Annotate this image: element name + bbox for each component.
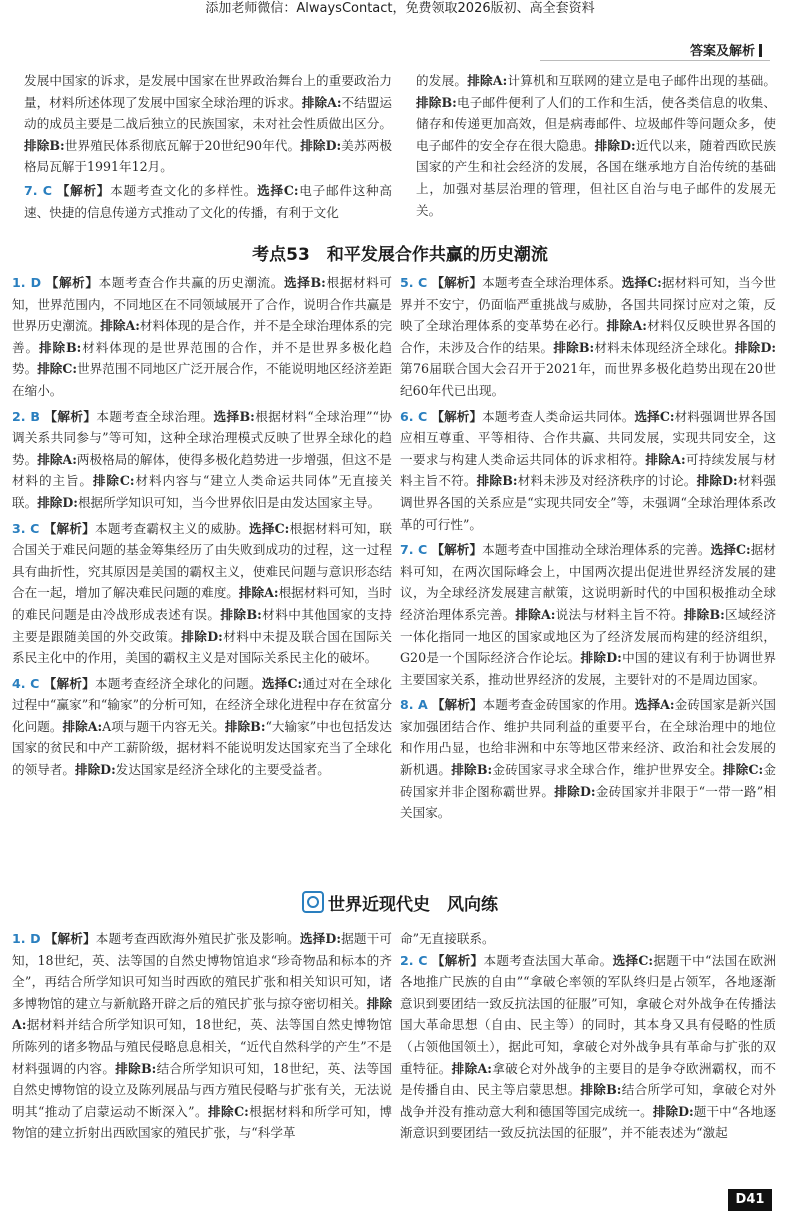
- exclude-label: 排除D:: [734, 339, 777, 355]
- middle-left-column: [12, 272, 392, 781]
- answer-number: 3. C: [12, 520, 40, 536]
- text: 本题考查中国推动全球治理体系的完善。: [482, 542, 711, 558]
- bottom-left-column: [12, 928, 392, 1144]
- text: 根据材料和所学可知，博物馆的建立折射出西欧国家的殖民扩张，与“科学革: [12, 1103, 392, 1141]
- answer-number: 6. C: [400, 408, 428, 424]
- text: 电子邮件这种高速、快捷的信息传递方式推动了文化的传播，有利于文化: [24, 182, 393, 220]
- answer-item: [400, 406, 776, 536]
- exclude-label: 排除C:: [208, 1103, 249, 1119]
- exclude-label: 排除B:: [580, 1082, 622, 1098]
- text: 近代以来，随着西欧民族国家的产生和社会经济的发展，各国在继承地方自治传统的基础上，加强对基层治理的管理，但社区自治与电子邮件的发展无关。: [416, 137, 777, 218]
- exclude-label: 排除D:: [300, 137, 342, 153]
- header-bar: [759, 44, 762, 57]
- answer-number: 5. C: [400, 275, 428, 290]
- answer-item: [400, 694, 776, 824]
- text: 材料强调世界各国应相互尊重、平等相待、合作共赢、共同发展，实现共同安全，这一要求与构建人类命运共同体的诉求相符。: [400, 408, 777, 467]
- text: 本题考查霸权主义的威胁。: [95, 520, 249, 536]
- analysis-tag: 【解析】: [44, 408, 97, 424]
- text: 本题考查全球治理体系。: [482, 275, 622, 290]
- select-label: 选择B:: [213, 408, 255, 424]
- answer-item: [12, 928, 392, 1144]
- exclude-label: 排除C:: [37, 361, 78, 377]
- exclude-label: 排除D:: [580, 650, 622, 666]
- analysis-tag: 【解析】: [56, 182, 111, 198]
- exclude-label: 排除A:: [606, 318, 647, 334]
- exclude-label: 排除D:: [594, 137, 636, 153]
- text: 材料强调世界各国的关系应是“实现共同安全”等，未强调“全球治理体系改革的可行性”。: [400, 473, 777, 532]
- bottom-right-column: [400, 928, 776, 1144]
- answer-number: 1. D: [12, 275, 42, 290]
- top-right-paragraph: [416, 70, 776, 221]
- text: 通过对在全球化过程中“赢家”和“输家”的分析可知，在经济全球化进程中存在贫富分化问题。: [12, 675, 392, 734]
- text: 发达国家是经济全球化的主要受益者。: [115, 762, 330, 778]
- analysis-tag: 【解析】: [431, 408, 483, 424]
- text: 本题考查西欧海外殖民扩张及影响。: [95, 931, 300, 946]
- select-label: 选择B:: [284, 275, 326, 290]
- text: 据题干可知，18世纪，英、法等国的自然史博物馆追求“珍奇物品和标本的齐全”，再结合所学知识可知当时西欧的殖民扩张和相关知识可知，诸多博物馆的建立与新航路开辟之后的殖民扩张与掠夺密切相关。: [12, 931, 393, 1011]
- top-banner: 添加老师微信：AlwaysContact，免费领取2026版初、高全套资料: [205, 1, 595, 16]
- answer-number: 7. C: [400, 542, 428, 558]
- text: 发展中国家的诉求，是发展中国家在世界政治舞台上的重要政治力量，材料所述体现了发展中国家全球治理的诉求。: [24, 73, 392, 110]
- select-label: 选择C:: [261, 675, 303, 691]
- exclude-label: 排除B:: [553, 339, 595, 355]
- text: “大输家”中也包括发达国家的贫民和中产工薪阶级，据材料不能说明发达国家充当了全球化的领导者。: [12, 718, 392, 778]
- text: 本题考查人类命运共同体。: [482, 408, 635, 424]
- text: 本题考查合作共赢的历史潮流。: [98, 275, 285, 290]
- text: 中国的建议有利于协调世界主要国家关系，推动世界经济的发展，主要针对的不是周边国家。: [400, 650, 777, 687]
- answer-item: [400, 272, 776, 402]
- middle-right-column: [400, 272, 776, 824]
- exclude-label: 排除B:: [683, 606, 725, 622]
- text: 据题干中“法国在欧洲各地推广民族的自由”“拿破仑率领的军队终归是占领军，各地逐渐意识到要团结一致反抗法国的征服”可知，拿破仑对外战争在传播法国大革命思想（自由、民主等）的同时，其本身又具有侵略的性质（占领他国领土），据此可知，拿破仑对外战争具有革命与扩张的双重特征。: [400, 952, 776, 1076]
- analysis-tag: 【解析】: [431, 697, 483, 713]
- answer-item: [12, 518, 392, 669]
- text: 的发展。: [416, 73, 468, 88]
- exclude-label: 排除B:: [416, 94, 457, 110]
- text: 本题考查经济全球化的问题。: [95, 675, 262, 691]
- text: 材料未体现经济全球化。: [594, 339, 735, 355]
- select-label: 选择C:: [710, 542, 751, 558]
- text: 世界殖民体系彻底瓦解于20世纪90年代。: [64, 137, 301, 153]
- answer-item: [12, 406, 392, 514]
- text: 根据材料可知，当时的难民问题是由冷战形成表述有误。: [12, 585, 393, 622]
- select-label: 选择C:: [612, 952, 654, 968]
- answer-item: [12, 272, 392, 402]
- section-title-wind: [0, 890, 800, 915]
- continued-text: 命”无直接联系。: [400, 931, 495, 946]
- text: 材料未涉及对经济秩序的讨论。: [517, 473, 697, 489]
- text: 本题考查全球治理。: [96, 408, 214, 424]
- analysis-tag: 【解析】: [43, 675, 95, 691]
- exclude-label: 排除A:: [467, 73, 508, 88]
- exclude-label: 排除A:: [62, 718, 103, 734]
- exclude-label: 排除B:: [224, 718, 266, 734]
- text: 两极格局的解体，使得多极化趋势进一步增强，但这不是材料的主旨。: [12, 451, 393, 489]
- section-title-53: [0, 240, 800, 265]
- exclude-label: 排除D:: [181, 628, 223, 644]
- analysis-tag: 【解析】: [45, 275, 99, 290]
- text: 计算机和互联网的建立是电子邮件出现的基础。: [507, 73, 777, 88]
- exclude-label: 排除A:: [100, 318, 140, 334]
- exclude-label: 排除D:: [74, 762, 116, 778]
- text: 电子邮件便利了人们的工作和生活，使各类信息的收集、储存和传递更加高效，但是病毒邮件、垃圾邮件等问题众多，使电子邮件的安全存在很大隐患。: [416, 94, 776, 153]
- answer-number: 2. C: [400, 952, 428, 968]
- top-right-column: [416, 70, 776, 221]
- text: 材料中未提及联合国在国际关系民主化中的作用，美国的霸权主义是对国际关系民主化的破坏。: [12, 628, 393, 666]
- text: 根据材料可知，世界范围内，不同地区在不同领域展开了合作，说明合作共赢是世界历史潮流。: [12, 275, 393, 334]
- text: 说法与材料主旨不符。: [555, 606, 684, 622]
- text: 金砖国家并非限于“一带一路”相关国家。: [400, 783, 776, 821]
- text: 材料内容与“建立人类命运共同体”无直接关联。: [12, 473, 392, 510]
- section-title-text: 考点53 和平发展合作共赢的历史潮流: [252, 245, 548, 265]
- text: 题干中“各地逐渐意识到要团结一致反抗法国的征服”，并不能表述为“激起: [400, 1103, 776, 1141]
- text: 材料体现的是世界范围的合作，并不是世界多极化趋势。: [12, 339, 393, 377]
- section-icon: [302, 891, 324, 913]
- analysis-tag: 【解析】: [431, 542, 483, 558]
- exclude-label: 排除A:: [238, 585, 279, 601]
- exclude-label: 排除D:: [554, 783, 596, 799]
- text: 本题考查法国大革命。: [483, 952, 613, 968]
- exclude-label: 排除A:: [301, 94, 342, 110]
- analysis-tag: 【解析】: [431, 275, 483, 290]
- text: 材料中其他国家的支持主要是跟随美国的外交政策。: [12, 606, 393, 644]
- header-rule: [540, 60, 770, 61]
- answer-item: [12, 673, 392, 781]
- analysis-tag: 【解析】: [431, 952, 484, 968]
- select-label: 选择D:: [299, 931, 341, 946]
- text: A项与题干内容无关。: [102, 718, 225, 734]
- header-label: 答案及解析: [689, 44, 755, 59]
- text: 据材料可知，当今世界并不安宁，仍面临严重挑战与威胁，各国共同探讨应对之策，反映了全球治理体系的变革势在必行。: [400, 275, 777, 334]
- exclude-label: 排除A:: [515, 606, 556, 622]
- select-label: 选择C:: [634, 408, 675, 424]
- exclude-label: 排除B:: [451, 762, 493, 778]
- top-left-paragraph: [24, 70, 392, 178]
- text: 美苏两极格局瓦解于1991年12月。: [24, 137, 392, 175]
- text: 金砖国家是新兴国家加强团结合作、维护共同利益的重要平台，在全球治理中的地位和作用凸显，也给非洲和中东等地区带来经济、政治和社会发展的新机遇。: [400, 697, 777, 778]
- analysis-tag: 【解析】: [43, 520, 95, 536]
- answer-item: [400, 539, 776, 690]
- select-label: 选择C:: [248, 520, 290, 536]
- top-left-column: [24, 70, 392, 223]
- select-label: 选择A:: [634, 697, 675, 713]
- text: 据材料可知，在两次国际峰会上，中国两次提出促进世界经济发展的建议，为全球经济发展建言献策，这说明新时代的中国积极推动全球经济治理体系完善。: [400, 542, 777, 622]
- exclude-label: 排除A:: [645, 451, 686, 467]
- exclude-label: 排除B:: [476, 473, 518, 489]
- answer-number: 7. C: [24, 182, 52, 198]
- text: 可持续发展与材料主旨不符。: [400, 451, 777, 489]
- select-label: 选择C:: [621, 275, 662, 290]
- text: 本题考查文化的多样性。: [110, 182, 258, 198]
- text: 拿破仑对外战争的主要目的是争夺欧洲霸权，而不是传播自由、民主等启蒙思想。: [400, 1060, 777, 1098]
- exclude-label: 排除D:: [652, 1103, 694, 1119]
- text: 不结盟运动的成员主要是二战后独立的民族国家，未对社会性质做出区分。: [24, 94, 393, 132]
- answer-number: 1. D: [12, 931, 41, 946]
- text: 根据材料可知，联合国关于难民问题的基金筹集经历了由失败到成功的过程，这一过程具有曲折性，究其原因是美国的霸权主义，使难民问题与意识形态结合在一起，增加了解决难民问题的难度。: [12, 520, 392, 601]
- text: 区域经济一体化指同一地区的国家或地区为了经济发展而构建的经济组织，G20是一个国际经济合作论坛。: [400, 606, 777, 666]
- exclude-label: 排除A:: [12, 995, 393, 1033]
- exclude-label: 排除C:: [92, 473, 135, 489]
- exclude-label: 排除D:: [696, 473, 738, 489]
- text: 金砖国家寻求全球合作，维护世界安全。: [492, 762, 723, 778]
- text: 金砖国家并非企图称霸世界。: [400, 762, 777, 799]
- exclude-label: 排除B:: [220, 606, 262, 622]
- text: 结合所学可知，拿破仑对外战争并没有推动意大利和德国等国完成统一。: [400, 1082, 777, 1119]
- answer-number: 4. C: [12, 675, 40, 691]
- exclude-label: 排除C:: [722, 762, 764, 778]
- exclude-label: 排除B:: [24, 137, 65, 153]
- text: 据材料并结合所学知识可知，18世纪，英、法等国自然史博物馆所陈列的诸多物品与殖民侵略息息相关，“近代自然科学的产生”不是材料强调的内容。: [12, 1017, 392, 1076]
- page-number: D41: [728, 1189, 772, 1211]
- answer-number: 2. B: [12, 408, 40, 424]
- header-title: [690, 40, 762, 59]
- text: 材料体现的是合作，并不是全球治理体系的完善。: [12, 318, 393, 355]
- text: 根据所学知识可知，当今世界依旧是由发达国家主导。: [77, 494, 381, 510]
- text: 结合所学知识可知，18世纪，英、法等国自然史博物馆的设立及陈列展品与西方殖民侵略与扩张有关，无法说明其“推动了启蒙运动不断深入”。: [12, 1060, 393, 1119]
- section-title-text: 世界近现代史 风向练: [328, 895, 498, 915]
- exclude-label: 排除A:: [451, 1060, 492, 1076]
- exclude-label: 排除D:: [37, 494, 78, 510]
- text: 第76届联合国大会召开于2021年，而世界多极化趋势出现在20世纪60年代已出现。: [400, 361, 776, 398]
- answer-item: [400, 950, 776, 1144]
- text: 世界范围不同地区广泛开展合作，不能说明地区经济差距在缩小。: [12, 361, 393, 398]
- answer-number: 8. A: [400, 697, 428, 713]
- text: 本题考查金砖国家的作用。: [482, 697, 635, 713]
- answer-item: [24, 180, 392, 223]
- select-label: 选择C:: [257, 182, 299, 198]
- analysis-tag: 【解析】: [44, 931, 96, 946]
- text: 材料仅反映世界各国的合作，未涉及合作的结果。: [400, 318, 777, 355]
- text: 根据材料“全球治理”“协调关系共同参与”等可知，这种全球治理模式反映了世界全球化的趋势。: [12, 408, 393, 467]
- exclude-label: 排除B:: [39, 339, 82, 355]
- exclude-label: 排除B:: [115, 1060, 157, 1076]
- exclude-label: 排除A:: [37, 451, 77, 467]
